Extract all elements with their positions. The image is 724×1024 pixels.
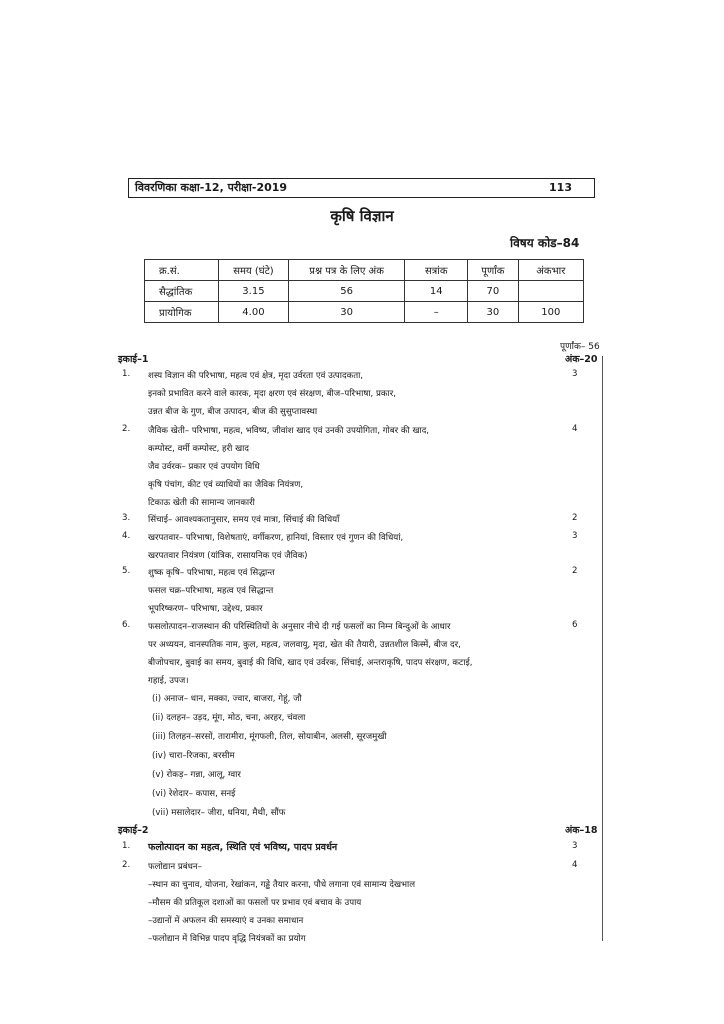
- table-header-cell: प्रश्न पत्र के लिए अंक: [288, 260, 405, 281]
- unit1-marks: अंक–20: [565, 354, 598, 365]
- item-line: गहाई, उपज।: [148, 676, 189, 686]
- table-cell: 4.00: [219, 302, 289, 323]
- marks-table: [144, 259, 584, 323]
- table-header-cell: सत्रांक: [405, 260, 468, 281]
- table-cell: 3.15: [219, 281, 289, 302]
- item-line: फलोद्यान प्रबंधन–: [148, 862, 202, 872]
- table-cell: 56: [288, 281, 405, 302]
- item-marks: 3: [572, 841, 578, 851]
- table-header-cell: अंकभार: [518, 260, 583, 281]
- item-number: 1.: [122, 369, 131, 379]
- item-marks: 6: [572, 620, 578, 630]
- crop-subitem: (v) रोकड़– गन्ना, आलू, ग्वार: [152, 770, 241, 780]
- item-line: टिकाऊ खेती की सामान्य जानकारी: [148, 498, 255, 508]
- item-line: सिंचाई– आवश्यकतानुसार, समय एवं मात्रा, सिंचाई की विधियाँ: [148, 515, 340, 525]
- item-line: जैव उर्वरक– प्रकार एवं उपयोग विधि: [148, 462, 260, 472]
- crop-subitem: (ii) दलहन– उड़द, मूंग, मोठ, चना, अरहर, चंवला: [152, 713, 306, 723]
- item-line: शस्य विज्ञान की परिभाषा, महत्व एवं क्षेत्र, मृदा उर्वरता एवं उत्पादकता,: [148, 371, 364, 381]
- table-cell: प्रायोगिक: [145, 302, 219, 323]
- unit2-marks: अंक–18: [565, 825, 598, 836]
- item-line: फलोत्पादन का महत्व, स्थिति एवं भविष्य, पादप प्रवर्धन: [148, 842, 338, 853]
- item-line: कृषि पंचांग, कीट एवं व्याधियों का जैविक नियंत्रण,: [148, 480, 304, 490]
- full-marks: पूर्णांक– 56: [560, 342, 600, 352]
- item-marks: 3: [572, 369, 578, 379]
- item-line: फसल चक्र–परिभाषा, महत्व एवं सिद्धान्त: [148, 586, 274, 596]
- table-cell: 14: [405, 281, 468, 302]
- item-line: भूपरिष्करण– परिभाषा, उद्देश्य, प्रकार: [148, 604, 263, 614]
- crop-subitem: (i) अनाज– धान, मक्का, ज्वार, बाजरा, गेहूं, जौ: [152, 694, 302, 704]
- item-line: जैविक खेती– परिभाषा, महत्व, भविष्य, जीवांश खाद एवं उनकी उपयोगिता, गोबर की खाद,: [148, 426, 430, 436]
- item-line: –मौसम की प्रतिकूल दशाओं का फसलों पर प्रभाव एवं बचाव के उपाय: [148, 898, 362, 908]
- document-title: कृषि विज्ञान: [330, 207, 394, 225]
- item-number: 6.: [122, 620, 131, 630]
- item-line: इनको प्रभावित करने वाले कारक, मृदा क्षरण एवं संरक्षण, बीज–परिभाषा, प्रकार,: [148, 389, 396, 399]
- table-header-cell: समय (घंटे): [219, 260, 289, 281]
- unit2-heading: इकाई–2: [118, 825, 149, 836]
- crop-subitem: (vii) मसालेदार– जीरा, धनिया, मैथी, सौंफ: [152, 808, 286, 818]
- item-line: खरपतवार– परिभाषा, विशेषताएं, वर्गीकरण, हानियां, विस्तार एवं गुणन की विधियां,: [148, 533, 404, 543]
- item-number: 5.: [122, 566, 131, 576]
- item-line: बीजोपचार, बुवाई का समय, बुवाई की विधि, खाद एवं उर्वरक, सिंचाई, अन्तराकृषि, पादप संरक्षण, कटाई,: [148, 658, 473, 668]
- crop-subitem: (iv) चारा–रिजका, बरसीम: [152, 751, 235, 761]
- item-line: –स्थान का चुनाव, योजना, रेखांकन, गड्ढे तैयार करना, पौधे लगाना एवं सामान्य देखभाल: [148, 880, 416, 890]
- crop-subitem: (vi) रेशेदार– कपास, सनई: [152, 789, 236, 799]
- item-number: 1.: [122, 841, 131, 851]
- table-cell: सैद्धांतिक: [145, 281, 219, 302]
- item-line: पर अध्ययन, वानस्पतिक नाम, कुल, महत्व, जलवायु, मृदा, खेत की तैयारी, उन्नतशील किस्में, बीज दर,: [148, 640, 461, 650]
- item-marks: 2: [572, 566, 578, 576]
- table-row: [145, 281, 584, 302]
- header-title: विवरणिका कक्षा-12, परीक्षा-2019: [135, 181, 288, 194]
- table-cell: –: [405, 302, 468, 323]
- item-line: फसलोत्पादन–राजस्थान की परिस्थितियों के अनुसार नीचे दी गई फसलों का निम्न बिन्दुओं के आधार: [148, 622, 451, 632]
- item-number: 3.: [122, 513, 131, 523]
- crop-subitem: (iii) तिलहन–सरसों, तारामीरा, मूंगफली, तिल, सोयाबीन, अलसी, सूरजमुखी: [152, 732, 387, 742]
- item-marks: 3: [572, 531, 578, 541]
- item-number: 4.: [122, 531, 131, 541]
- subject-code: विषय कोड–84: [510, 236, 580, 250]
- item-number: 2.: [122, 424, 131, 434]
- margin-rule: [602, 356, 603, 941]
- table-header-cell: क्र.सं.: [145, 260, 219, 281]
- item-line: –फलोद्यान में विभिन्न पादप वृद्धि नियंत्रकों का प्रयोग: [148, 934, 306, 944]
- page-number: 113: [549, 181, 572, 194]
- page-header: [128, 178, 595, 198]
- unit1-heading: इकाई–1: [118, 354, 149, 365]
- table-row: [145, 302, 584, 323]
- item-line: शुष्क कृषि– परिभाषा, महत्व एवं सिद्धान्त: [148, 568, 275, 578]
- item-marks: 4: [572, 860, 578, 870]
- item-line: उन्नत बीज के गुण, बीज उत्पादन, बीज की सुसुप्तावस्था: [148, 407, 318, 417]
- table-cell: 70: [468, 281, 519, 302]
- table-cell: [518, 281, 583, 302]
- item-marks: 2: [572, 513, 578, 523]
- item-number: 2.: [122, 860, 131, 870]
- table-cell: 30: [288, 302, 405, 323]
- table-cell: 30: [468, 302, 519, 323]
- item-marks: 4: [572, 424, 578, 434]
- table-header-cell: पूर्णांक: [468, 260, 519, 281]
- table-header-row: [145, 260, 584, 281]
- table-cell: 100: [518, 302, 583, 323]
- item-line: खरपतवार नियंत्रण (यांत्रिक, रासायनिक एवं जैविक): [148, 551, 308, 561]
- item-line: –उद्यानों में अफलन की समस्याएं व उनका समाधान: [148, 916, 304, 926]
- item-line: कम्पोस्ट, वर्मी कम्पोस्ट, हरी खाद: [148, 444, 249, 454]
